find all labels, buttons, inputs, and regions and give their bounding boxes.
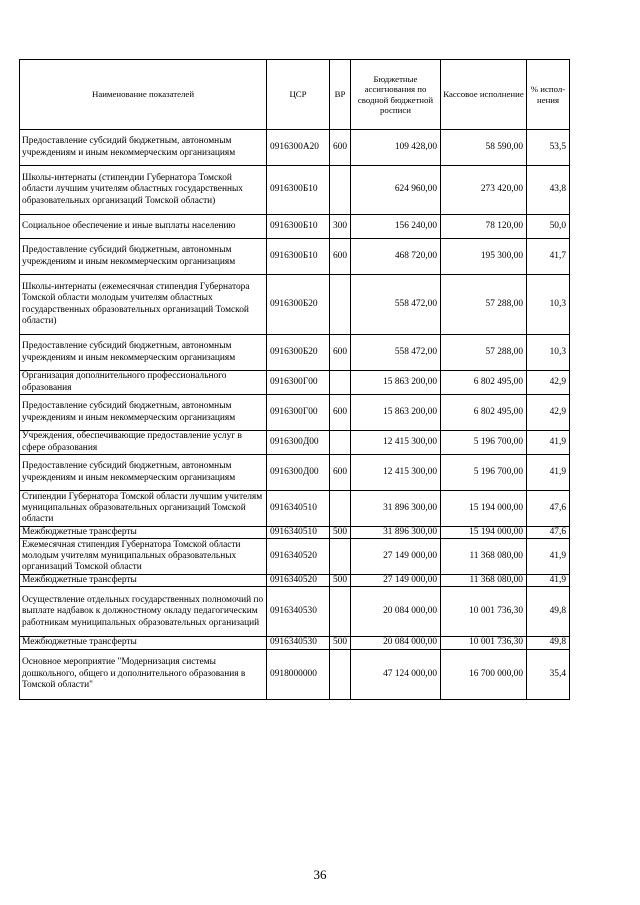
cell-budget: 27 149 000,00 [351, 539, 441, 575]
cell-budget: 47 124 000,00 [351, 649, 441, 699]
cell-name: Предоставление субсидий бюджетным, автономным учреждениям и иным некоммерческим организациям [20, 395, 267, 431]
cell-csr: 0916340510 [267, 491, 330, 527]
cell-vr [330, 371, 351, 395]
cell-name: Предоставление субсидий бюджетным, автономным учреждениям и иным некоммерческим организациям [20, 335, 267, 371]
table-row [20, 637, 570, 649]
table-row [20, 587, 570, 637]
header-csr: ЦСР [267, 60, 330, 130]
cell-cash: 10 001 736,30 [441, 587, 527, 637]
header-budget: Бюджетные ассигнования по сводной бюджетной росписи [351, 60, 441, 130]
cell-percent: 47,6 [527, 491, 570, 527]
cell-percent: 10,3 [527, 275, 570, 335]
cell-cash: 57 288,00 [441, 335, 527, 371]
cell-percent: 47,6 [527, 527, 570, 539]
cell-cash: 57 288,00 [441, 275, 527, 335]
cell-csr: 0916340510 [267, 527, 330, 539]
cell-cash: 15 194 000,00 [441, 527, 527, 539]
table-row [20, 166, 570, 215]
cell-name: Осуществление отдельных государственных полномочий по выплате надбавок к должностному окладу педагогическим работникам муниципальных образовательных организаций [20, 587, 267, 637]
cell-name: Основное мероприятие "Модернизация системы дошкольного, общего и дополнительного образования в Томской области" [20, 649, 267, 699]
cell-vr [330, 275, 351, 335]
cell-budget: 20 084 000,00 [351, 637, 441, 649]
cell-percent: 49,8 [527, 637, 570, 649]
table-row [20, 431, 570, 455]
header-name: Наименование показателей [20, 60, 267, 130]
header-vr: ВР [330, 60, 351, 130]
cell-name: Учреждения, обеспечивающие предоставление услуг в сфере образования [20, 431, 267, 455]
table-row [20, 539, 570, 575]
cell-vr [330, 649, 351, 699]
cell-csr: 0916300Б10 [267, 166, 330, 215]
cell-cash: 11 368 080,00 [441, 539, 527, 575]
header-row [20, 60, 570, 130]
cell-name: Школы-интернаты (ежемесячная стипендия Губернатора Томской области молодым учителям областных государственных образовательных организаций Томской области) [20, 275, 267, 335]
table-row [20, 130, 570, 166]
cell-vr: 600 [330, 239, 351, 275]
cell-csr: 0916300Б10 [267, 215, 330, 239]
cell-percent: 41,7 [527, 239, 570, 275]
table-row [20, 491, 570, 527]
cell-csr: 0916340530 [267, 637, 330, 649]
cell-budget: 624 960,00 [351, 166, 441, 215]
cell-csr: 0918000000 [267, 649, 330, 699]
cell-name: Межбюджетные трансферты [20, 527, 267, 539]
cell-name: Организация дополнительного профессионального образования [20, 371, 267, 395]
cell-name: Социальное обеспечение и иные выплаты населению [20, 215, 267, 239]
cell-vr: 500 [330, 575, 351, 587]
cell-percent: 35,4 [527, 649, 570, 699]
cell-csr: 0916340520 [267, 539, 330, 575]
table-row [20, 455, 570, 491]
cell-percent: 41,9 [527, 455, 570, 491]
cell-cash: 5 196 700,00 [441, 431, 527, 455]
cell-csr: 0916300Г00 [267, 395, 330, 431]
cell-cash: 6 802 495,00 [441, 371, 527, 395]
cell-cash: 6 802 495,00 [441, 395, 527, 431]
cell-csr: 0916300А20 [267, 130, 330, 166]
cell-vr [330, 491, 351, 527]
cell-name: Предоставление субсидий бюджетным, автономным учреждениям и иным некоммерческим организациям [20, 130, 267, 166]
cell-name: Межбюджетные трансферты [20, 575, 267, 587]
cell-vr: 600 [330, 130, 351, 166]
cell-csr: 0916300Д00 [267, 431, 330, 455]
cell-vr: 600 [330, 335, 351, 371]
cell-budget: 558 472,00 [351, 335, 441, 371]
cell-cash: 16 700 000,00 [441, 649, 527, 699]
cell-budget: 15 863 200,00 [351, 395, 441, 431]
table-row [20, 649, 570, 699]
cell-csr: 0916340530 [267, 587, 330, 637]
table-row [20, 215, 570, 239]
cell-cash: 5 196 700,00 [441, 455, 527, 491]
cell-cash: 11 368 080,00 [441, 575, 527, 587]
cell-budget: 31 896 300,00 [351, 491, 441, 527]
cell-vr [330, 431, 351, 455]
cell-percent: 41,9 [527, 575, 570, 587]
cell-cash: 195 300,00 [441, 239, 527, 275]
table-row [20, 395, 570, 431]
cell-cash: 273 420,00 [441, 166, 527, 215]
cell-name: Стипендии Губернатора Томской области лучшим учителям муниципальных образовательных организаций Томской области [20, 491, 267, 527]
cell-budget: 156 240,00 [351, 215, 441, 239]
budget-execution-table [19, 59, 570, 700]
cell-csr: 0916300Б10 [267, 239, 330, 275]
cell-percent: 49,8 [527, 587, 570, 637]
header-cash: Кассовое исполнение [441, 60, 527, 130]
cell-budget: 27 149 000,00 [351, 575, 441, 587]
cell-vr [330, 539, 351, 575]
cell-budget: 12 415 300,00 [351, 431, 441, 455]
cell-name: Предоставление субсидий бюджетным, автономным учреждениям и иным некоммерческим организациям [20, 455, 267, 491]
table-row [20, 527, 570, 539]
cell-vr: 600 [330, 395, 351, 431]
cell-vr: 500 [330, 637, 351, 649]
cell-csr: 0916300Д00 [267, 455, 330, 491]
cell-budget: 109 428,00 [351, 130, 441, 166]
cell-vr: 600 [330, 455, 351, 491]
cell-budget: 15 863 200,00 [351, 371, 441, 395]
table-row [20, 275, 570, 335]
cell-percent: 50,0 [527, 215, 570, 239]
cell-name: Школы-интернаты (стипендии Губернатора Томской области лучшим учителям областных государственных образовательных организаций Томской области) [20, 166, 267, 215]
cell-cash: 58 590,00 [441, 130, 527, 166]
page-number: 36 [313, 867, 327, 882]
cell-percent: 53,5 [527, 130, 570, 166]
cell-budget: 468 720,00 [351, 239, 441, 275]
table-row [20, 239, 570, 275]
cell-cash: 10 001 736,30 [441, 637, 527, 649]
cell-percent: 41,9 [527, 431, 570, 455]
cell-cash: 78 120,00 [441, 215, 527, 239]
cell-vr: 300 [330, 215, 351, 239]
cell-name: Межбюджетные трансферты [20, 637, 267, 649]
cell-percent: 43,8 [527, 166, 570, 215]
cell-percent: 42,9 [527, 371, 570, 395]
cell-csr: 0916300Б20 [267, 335, 330, 371]
cell-csr: 0916340520 [267, 575, 330, 587]
header-percent: % испол-нения [527, 60, 570, 130]
table-row [20, 575, 570, 587]
table-row [20, 335, 570, 371]
cell-percent: 10,3 [527, 335, 570, 371]
cell-vr [330, 166, 351, 215]
cell-budget: 12 415 300,00 [351, 455, 441, 491]
cell-budget: 20 084 000,00 [351, 587, 441, 637]
cell-cash: 15 194 000,00 [441, 491, 527, 527]
cell-vr: 500 [330, 527, 351, 539]
cell-csr: 0916300Г00 [267, 371, 330, 395]
cell-percent: 42,9 [527, 395, 570, 431]
cell-csr: 0916300Б20 [267, 275, 330, 335]
cell-name: Ежемесячная стипендия Губернатора Томской области молодым учителям муниципальных образовательных организаций Томской области [20, 539, 267, 575]
table-row [20, 371, 570, 395]
cell-budget: 31 896 300,00 [351, 527, 441, 539]
cell-budget: 558 472,00 [351, 275, 441, 335]
cell-vr [330, 587, 351, 637]
cell-percent: 41,9 [527, 539, 570, 575]
cell-name: Предоставление субсидий бюджетным, автономным учреждениям и иным некоммерческим организациям [20, 239, 267, 275]
